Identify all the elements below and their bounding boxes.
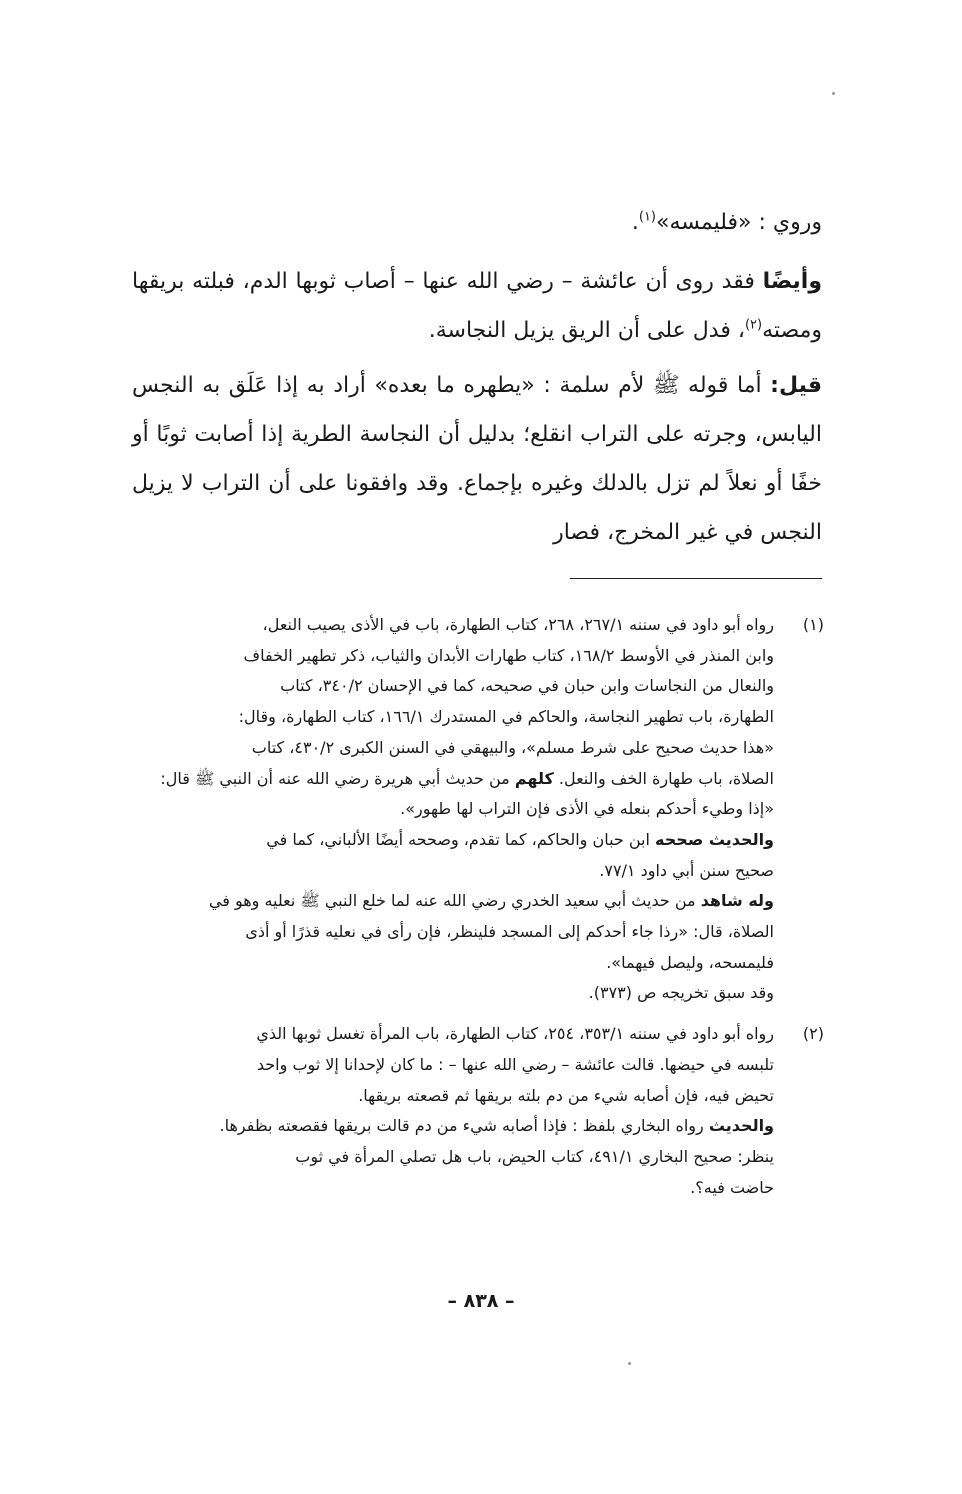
footnote-number: (٢) bbox=[802, 1024, 824, 1044]
footnote-line: ينظر: صحيح البخاري ٤٩١/١، كتاب الحيض، باب هل تصلي المرأة في ثوب bbox=[295, 1146, 774, 1166]
para2-text: أما قوله ﷺ لأم سلمة : «يطهره ما بعده» أراد به إذا عَلَق به النجس اليابس، وجرته على التراب انقلع؛ بدليل أن النجاسة الطرية إذا أصابت ثوبًا أو خفًا أو نعلاً لم تزل بالدلك وغيره بإجماع. وقد وافقونا على أن التراب لا يزيل النجس في غير المخرج، فصار bbox=[132, 373, 822, 545]
page-number: – ٨٣٨ – bbox=[447, 1290, 515, 1312]
footnote-line: صحيح سنن أبي داود ٧٧/١. bbox=[599, 860, 774, 880]
main-paragraph-1 bbox=[132, 257, 822, 355]
footnote-ref-1: (١) bbox=[638, 209, 656, 225]
footnote-line: الطهارة، باب تطهير النجاسة، والحاكم في المستدرك ١٦٦/١، كتاب الطهارة، وقال: bbox=[238, 707, 774, 727]
footnote-line: رواه أبو داود في سننه ٣٥٣/١، ٢٥٤، كتاب الطهارة، باب المرأة تغسل ثوبها الذي bbox=[256, 1024, 774, 1044]
footnote-line: وابن المنذر في الأوسط ١٦٨/٢، كتاب طهارات الأبدان والثياب، ذكر تطهير الخفاف bbox=[243, 645, 774, 665]
para1-lead: وأيضًا bbox=[762, 269, 822, 294]
footnote-line: «إذا وطيء أحدكم بنعله في الأذى فإن التراب لها طهور». bbox=[400, 799, 774, 819]
para1-text: فقد روى أن عائشة – رضي الله عنها – أصاب ثوبها الدم، فبلته بريقها ومصته bbox=[132, 269, 822, 343]
footnotes bbox=[134, 610, 824, 1213]
footnote-line: والحديث رواه البخاري بلفظ : فإذا أصابه شيء من دم قالت بريقها فقصعته بظفرها. bbox=[219, 1116, 774, 1136]
footnote-bold-term: والحديث صححه bbox=[655, 829, 774, 849]
para1-end: ، فدل على أن الريق يزيل النجاسة. bbox=[428, 318, 745, 343]
footnote-body bbox=[134, 610, 774, 1009]
footnote-1 bbox=[134, 610, 824, 1009]
footnote-line: تلبسه في حيضها. قالت عائشة – رضي الله عنها – : ما كان لإحدانا إلا ثوب واحد bbox=[256, 1054, 774, 1074]
footnote-line: وله شاهد من حديث أبي سعيد الخدري رضي الله عنه لما خلع النبي ﷺ نعليه وهو في bbox=[208, 891, 774, 911]
main-paragraph-2 bbox=[132, 361, 822, 557]
footnote-line: والنعال من النجاسات وابن حبان في صحيحه، كما في الإحسان ٣٤٠/٢، كتاب bbox=[280, 676, 774, 696]
footnote-number: (١) bbox=[802, 615, 824, 634]
footnote-ref-2: (٢) bbox=[744, 317, 763, 333]
footnote-2 bbox=[134, 1019, 824, 1203]
footnote-bold-term: كلهم bbox=[514, 768, 554, 788]
footnote-line: والحديث صححه ابن حبان والحاكم، كما تقدم، وصححه أيضًا الألباني، كما في bbox=[266, 829, 774, 849]
line1-end: . bbox=[631, 210, 639, 235]
footnote-line: «هذا حديث صحيح على شرط مسلم»، والبيهقي في السنن الكبرى ٤٣٠/٢، كتاب bbox=[251, 737, 774, 757]
scan-speck bbox=[832, 92, 835, 95]
main-line-1 bbox=[132, 198, 822, 247]
footnote-line: الصلاة، قال: «رذا جاء أحدكم إلى المسجد فلينظر، فإن رأى في نعليه قذرًا أو أذى bbox=[245, 922, 774, 942]
footnote-line: رواه أبو داود في سننه ٢٦٧/١، ٢٦٨، كتاب الطهارة، باب في الأذى يصيب النعل، bbox=[262, 615, 774, 634]
main-text bbox=[132, 198, 822, 563]
footnote-body bbox=[134, 1019, 774, 1203]
line1-text: وروي : «فليمسه» bbox=[656, 210, 822, 235]
footnote-line: حاضت فيه؟. bbox=[690, 1177, 774, 1197]
footnote-bold-term: وله شاهد bbox=[700, 891, 774, 911]
footnote-line: تحيض فيه، فإن أصابه شيء من دم بلته بريقها ثم قصعته بريقها. bbox=[358, 1085, 774, 1105]
footnote-line: الصلاة، باب طهارة الخف والنعل. كلهم من حديث أبي هريرة رضي الله عنه أن النبي ﷺ قال: bbox=[160, 768, 774, 788]
para2-lead: قيل: bbox=[770, 373, 822, 398]
scan-speck bbox=[628, 1362, 631, 1365]
footnote-line: وقد سبق تخريجه ص (٣٧٣). bbox=[588, 983, 774, 1003]
footnote-line: فليمسحه، وليصل فيهما». bbox=[606, 952, 774, 972]
footnote-separator bbox=[570, 578, 822, 579]
footnote-bold-term: والحديث bbox=[708, 1116, 774, 1136]
